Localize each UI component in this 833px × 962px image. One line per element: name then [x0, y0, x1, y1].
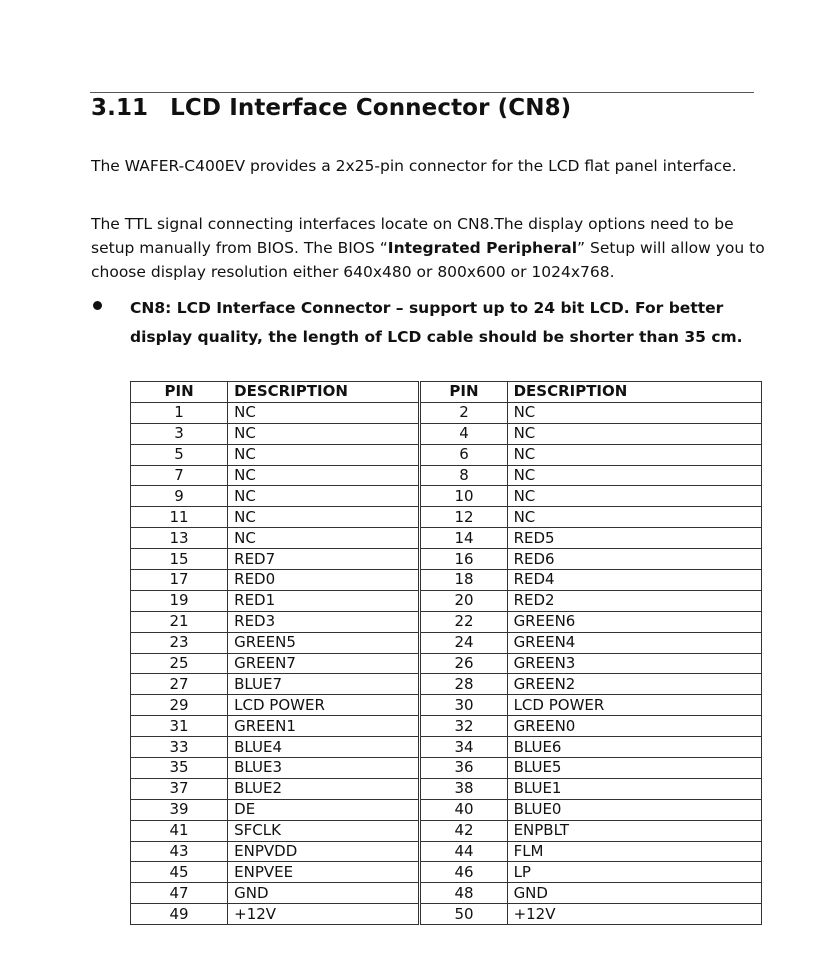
description-right-cell: FLM — [507, 841, 761, 862]
table-row — [131, 444, 762, 465]
pin-right-cell: 2 — [420, 402, 507, 423]
pin-right-cell: 50 — [420, 904, 507, 925]
pin-left-cell: 49 — [131, 904, 228, 925]
pin-right-cell: 22 — [420, 611, 507, 632]
pin-left-cell: 15 — [131, 549, 228, 570]
description-left-cell: BLUE7 — [228, 674, 420, 695]
table-row — [131, 778, 762, 799]
bios-paragraph — [91, 212, 781, 284]
description-right-cell: RED4 — [507, 570, 761, 591]
header-description-right: DESCRIPTION — [507, 382, 761, 403]
description-right-cell: RED5 — [507, 528, 761, 549]
table-row — [131, 904, 762, 925]
pin-left-cell: 3 — [131, 423, 228, 444]
description-left-cell: RED0 — [228, 570, 420, 591]
description-right-cell: NC — [507, 402, 761, 423]
pin-left-cell: 11 — [131, 507, 228, 528]
table-row — [131, 549, 762, 570]
table-row — [131, 570, 762, 591]
table-row — [131, 528, 762, 549]
table-row — [131, 486, 762, 507]
pin-left-cell: 21 — [131, 611, 228, 632]
pin-right-cell: 18 — [420, 570, 507, 591]
pin-right-cell: 30 — [420, 695, 507, 716]
pin-right-cell: 26 — [420, 653, 507, 674]
table-row — [131, 799, 762, 820]
description-left-cell: NC — [228, 402, 420, 423]
description-left-cell: NC — [228, 423, 420, 444]
description-left-cell: RED7 — [228, 549, 420, 570]
description-left-cell: ENPVDD — [228, 841, 420, 862]
description-right-cell: ENPBLT — [507, 820, 761, 841]
pin-left-cell: 33 — [131, 737, 228, 758]
header-description-left: DESCRIPTION — [228, 382, 420, 403]
header-pin-left: PIN — [131, 382, 228, 403]
pin-right-cell: 32 — [420, 716, 507, 737]
description-right-cell: GREEN3 — [507, 653, 761, 674]
pin-left-cell: 47 — [131, 883, 228, 904]
pin-left-cell: 1 — [131, 402, 228, 423]
description-right-cell: GREEN6 — [507, 611, 761, 632]
table-row — [131, 862, 762, 883]
pin-left-cell: 25 — [131, 653, 228, 674]
section-title: LCD Interface Connector (CN8) — [170, 95, 572, 121]
table-row — [131, 465, 762, 486]
pin-left-cell: 39 — [131, 799, 228, 820]
pin-left-cell: 9 — [131, 486, 228, 507]
table-row — [131, 653, 762, 674]
table-row — [131, 695, 762, 716]
description-right-cell: GREEN0 — [507, 716, 761, 737]
pin-left-cell: 35 — [131, 758, 228, 779]
description-left-cell: SFCLK — [228, 820, 420, 841]
description-right-cell: NC — [507, 444, 761, 465]
description-right-cell: NC — [507, 423, 761, 444]
connector-note: CN8: LCD Interface Connector – support up to 24 bit LCD. For better display quality, the length of LCD cable should be shorter than 35 cm. — [130, 299, 743, 346]
description-left-cell: NC — [228, 465, 420, 486]
pin-right-cell: 40 — [420, 799, 507, 820]
section-top-rule — [90, 92, 754, 93]
pin-left-cell: 41 — [131, 820, 228, 841]
bios-paragraph-text-end: ” Setup will allow you to choose display resolution either 640x480 or 800x600 or 1024x768. — [91, 239, 765, 281]
pin-right-cell: 6 — [420, 444, 507, 465]
pin-right-cell: 34 — [420, 737, 507, 758]
description-left-cell: NC — [228, 444, 420, 465]
description-left-cell: RED1 — [228, 590, 420, 611]
description-right-cell: NC — [507, 486, 761, 507]
pin-left-cell: 23 — [131, 632, 228, 653]
pinout-table — [130, 381, 762, 925]
description-right-cell: NC — [507, 465, 761, 486]
bios-menu-name: Integrated Peripheral — [387, 239, 578, 257]
intro-paragraph: The WAFER-C400EV provides a 2x25-pin connector for the LCD flat panel interface. — [91, 157, 737, 175]
description-left-cell: GREEN1 — [228, 716, 420, 737]
table-row — [131, 758, 762, 779]
table-row — [131, 737, 762, 758]
description-right-cell: RED2 — [507, 590, 761, 611]
table-row — [131, 507, 762, 528]
description-left-cell: NC — [228, 528, 420, 549]
table-row — [131, 611, 762, 632]
header-pin-right: PIN — [420, 382, 507, 403]
description-left-cell: BLUE2 — [228, 778, 420, 799]
description-left-cell: ENPVEE — [228, 862, 420, 883]
table-row — [131, 841, 762, 862]
table-row — [131, 632, 762, 653]
pin-right-cell: 42 — [420, 820, 507, 841]
section-heading — [91, 95, 571, 121]
description-right-cell: RED6 — [507, 549, 761, 570]
pin-right-cell: 12 — [420, 507, 507, 528]
description-right-cell: +12V — [507, 904, 761, 925]
description-right-cell: LCD POWER — [507, 695, 761, 716]
pin-left-cell: 31 — [131, 716, 228, 737]
pin-right-cell: 48 — [420, 883, 507, 904]
pin-right-cell: 38 — [420, 778, 507, 799]
pin-right-cell: 10 — [420, 486, 507, 507]
bios-paragraph-text-start: The TTL signal connecting interfaces locate on CN8.The display options need to be setup manually from BIOS. The BIOS “ — [91, 215, 734, 257]
pin-right-cell: 8 — [420, 465, 507, 486]
pin-left-cell: 27 — [131, 674, 228, 695]
pin-left-cell: 45 — [131, 862, 228, 883]
description-left-cell: GREEN7 — [228, 653, 420, 674]
pin-left-cell: 13 — [131, 528, 228, 549]
pin-right-cell: 20 — [420, 590, 507, 611]
pin-left-cell: 43 — [131, 841, 228, 862]
description-right-cell: BLUE6 — [507, 737, 761, 758]
pin-left-cell: 29 — [131, 695, 228, 716]
description-right-cell: LP — [507, 862, 761, 883]
pinout-table-body — [131, 402, 762, 924]
description-left-cell: BLUE3 — [228, 758, 420, 779]
pin-right-cell: 46 — [420, 862, 507, 883]
pin-left-cell: 17 — [131, 570, 228, 591]
description-left-cell: BLUE4 — [228, 737, 420, 758]
description-right-cell: GREEN4 — [507, 632, 761, 653]
table-header-row — [131, 382, 762, 403]
pin-right-cell: 14 — [420, 528, 507, 549]
pin-right-cell: 28 — [420, 674, 507, 695]
pin-left-cell: 5 — [131, 444, 228, 465]
pin-left-cell: 19 — [131, 590, 228, 611]
description-left-cell: NC — [228, 507, 420, 528]
table-row — [131, 402, 762, 423]
description-left-cell: GREEN5 — [228, 632, 420, 653]
pin-right-cell: 4 — [420, 423, 507, 444]
pin-right-cell: 36 — [420, 758, 507, 779]
description-left-cell: DE — [228, 799, 420, 820]
description-left-cell: LCD POWER — [228, 695, 420, 716]
pin-left-cell: 7 — [131, 465, 228, 486]
pin-right-cell: 16 — [420, 549, 507, 570]
section-number: 3.11 — [91, 95, 149, 121]
description-left-cell: NC — [228, 486, 420, 507]
table-row — [131, 423, 762, 444]
description-left-cell: RED3 — [228, 611, 420, 632]
description-right-cell: BLUE1 — [507, 778, 761, 799]
pin-right-cell: 44 — [420, 841, 507, 862]
table-row — [131, 590, 762, 611]
description-right-cell: BLUE5 — [507, 758, 761, 779]
description-right-cell: NC — [507, 507, 761, 528]
table-row — [131, 820, 762, 841]
table-row — [131, 674, 762, 695]
description-left-cell: +12V — [228, 904, 420, 925]
table-row — [131, 716, 762, 737]
description-right-cell: BLUE0 — [507, 799, 761, 820]
bullet-icon — [93, 301, 102, 310]
pin-left-cell: 37 — [131, 778, 228, 799]
description-right-cell: GND — [507, 883, 761, 904]
pin-right-cell: 24 — [420, 632, 507, 653]
description-right-cell: GREEN2 — [507, 674, 761, 695]
description-left-cell: GND — [228, 883, 420, 904]
table-row — [131, 883, 762, 904]
